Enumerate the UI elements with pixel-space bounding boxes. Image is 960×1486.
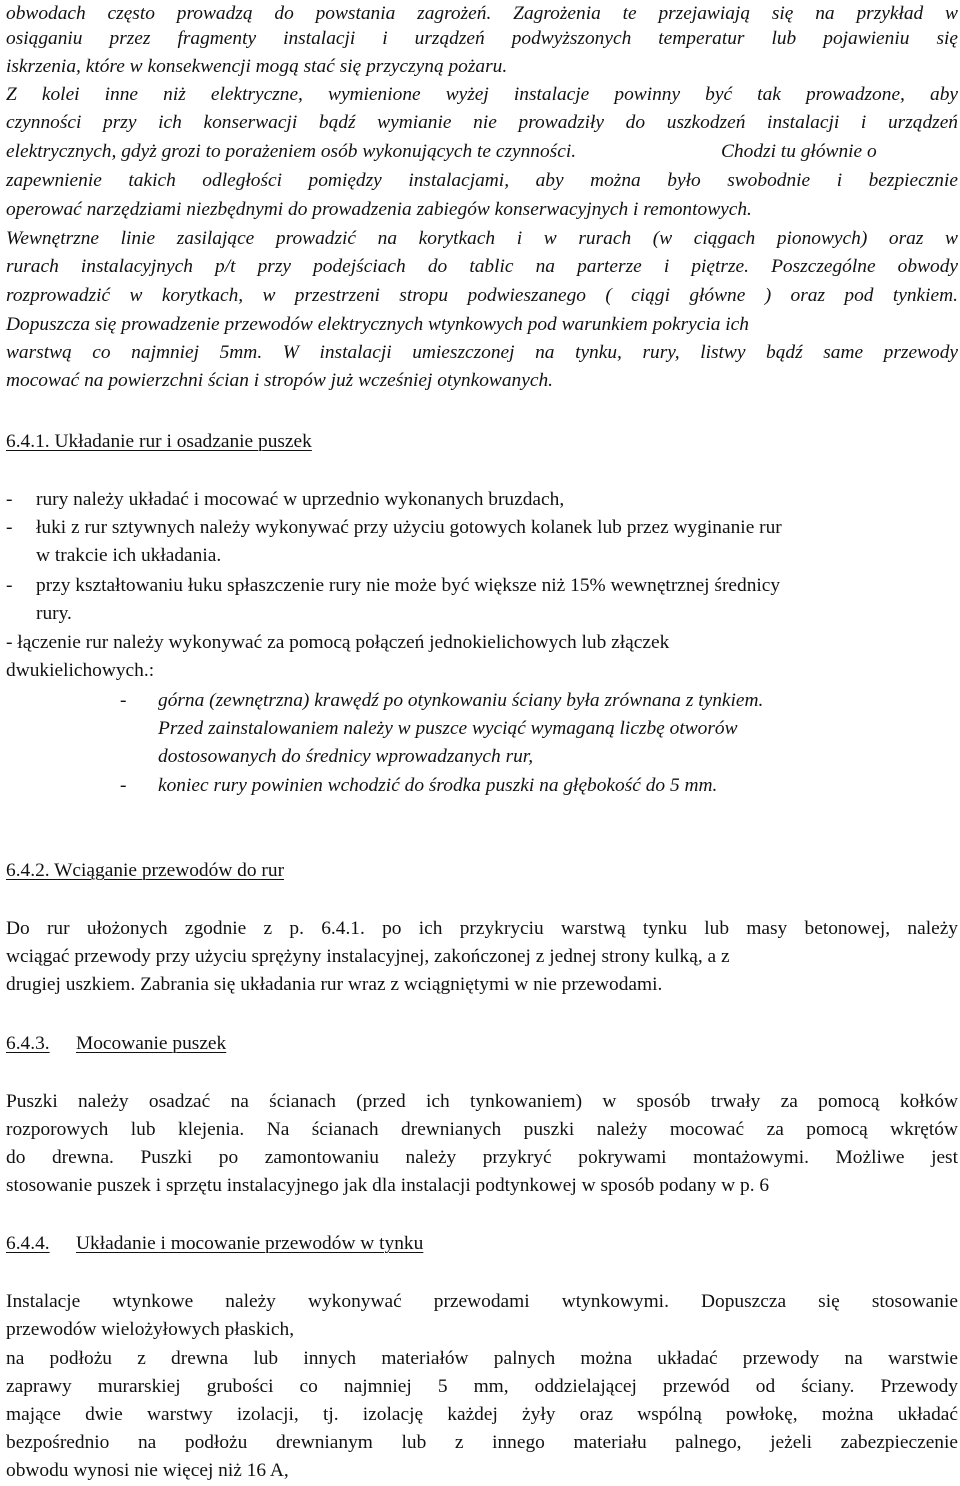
text-line: mające dwie warstwy izolacji, tj. izolację każdej żyły oraz wspólną powłokę, można układać <box>6 1404 958 1425</box>
list-item: dostosowanych do średnicy wprowadzanych rur, <box>158 746 534 767</box>
list-item: koniec rury powinien wchodzić do środka puszki na głębokość do 5 mm. <box>158 775 718 796</box>
text-line: rurach instalacyjnych p/t przy podejściach do tablic na parterze i piętrze. Poszczególne obwody <box>6 256 958 277</box>
list-dash: - <box>120 775 127 796</box>
text-line: Chodzi tu głównie o <box>721 141 877 162</box>
text-line: operować narzędziami niezbędnymi do prowadzenia zabiegów konserwacyjnych i remontowych. <box>6 199 752 220</box>
text-line: obwodu wynosi nie więcej niż 16 A, <box>6 1460 289 1481</box>
text-line: przewodów wielożyłowych płaskich, <box>6 1319 295 1340</box>
text-line: Wewnętrzne linie zasilające prowadzić na korytkach i w rurach (w ciągach pionowych) oraz w <box>6 228 958 249</box>
text-line: mocować na powierzchni ścian i stropów już wcześniej otynkowanych. <box>6 370 554 391</box>
text-line: stosowanie puszek i sprzętu instalacyjnego jak dla instalacji podtynkowej w sposób podany w p. 6 <box>6 1175 770 1196</box>
text-line: zaprawy murarskiej grubości co najmniej 5 mm, oddzielającej przewód od ściany. Przewody <box>6 1376 958 1397</box>
list-item: dwukielichowych.: <box>6 660 155 681</box>
text-line: warstwą co najmniej 5mm. W instalacji umieszczonej na tynku, rury, listwy bądź same przewody <box>6 342 958 363</box>
text-line: Do rur ułożonych zgodnie z p. 6.4.1. po ich przykryciu warstwą tynku lub masy betonowej, należy <box>6 918 958 939</box>
text-line: rozprowadzić w korytkach, w przestrzeni stropu podwieszanego ( ciągi główne ) oraz pod tynkiem. <box>6 285 958 306</box>
list-item: - łączenie rur należy wykonywać za pomocą połączeń jednokielichowych lub złączek <box>6 632 670 653</box>
text-line: iskrzenia, które w konsekwencji mogą stać się przyczyną pożaru. <box>6 56 508 77</box>
text-line: osiąganiu przez fragmenty instalacji i urządzeń podwyższonych temperatur lub pojawieniu się <box>6 28 958 49</box>
text-line: bezpośrednio na podłożu drewnianym lub z innego materiału palnego, jeżeli zabezpieczenie <box>6 1432 958 1453</box>
text-line: Puszki należy osadzać na ścianach (przed ich tynkowaniem) w sposób trwały za pomocą kołków <box>6 1091 958 1112</box>
section-heading-643-title: Mocowanie puszek <box>76 1033 227 1054</box>
list-item: górna (zewnętrzna) krawędź po otynkowaniu ściany była zrównana z tynkiem. <box>158 690 764 711</box>
list-item: rury należy układać i mocować w uprzednio wykonanych bruzdach, <box>36 489 565 510</box>
text-line: Z kolei inne niż elektryczne, wymienione wyżej instalacje powinny być tak prowadzone, aby <box>6 84 958 105</box>
list-dash: - <box>6 517 13 538</box>
text-line: Instalacje wtynkowe należy wykonywać przewodami wtynkowymi. Dopuszcza się stosowanie <box>6 1291 958 1312</box>
text-line: rozporowych lub klejenia. Na ścianach drewnianych puszki należy mocować za pomocą wkrętów <box>6 1119 958 1140</box>
section-heading-641: 6.4.1. Układanie rur i osadzanie puszek <box>6 431 312 452</box>
list-item: w trakcie ich układania. <box>36 545 222 566</box>
list-dash: - <box>6 575 13 596</box>
text-line: elektrycznych, gdyż grozi to porażeniem osób wykonujących te czynności. <box>6 141 577 162</box>
text-line: do drewna. Puszki po zamontowaniu należy przykryć pokrywami montażowymi. Możliwe jest <box>6 1147 958 1168</box>
section-heading-644-number: 6.4.4. <box>6 1233 50 1254</box>
list-dash: - <box>6 489 13 510</box>
text-line: wciągać przewody przy użyciu sprężyny instalacyjnej, zakończonej z jednej strony kulką, a z <box>6 946 730 967</box>
section-heading-644-title: Układanie i mocowanie przewodów w tynku <box>76 1233 424 1254</box>
list-item: przy kształtowaniu łuku spłaszczenie rury nie może być większe niż 15% wewnętrznej średnicy <box>36 575 781 596</box>
text-line: zapewnienie takich odległości pomiędzy instalacjami, aby można było swobodnie i bezpiecznie <box>6 170 958 191</box>
text-line: czynności przy ich konserwacji bądź wymianie nie prowadziły do uszkodzeń instalacji i urządzeń <box>6 112 958 133</box>
list-item: łuki z rur sztywnych należy wykonywać przy użyciu gotowych kolanek lub przez wyginanie rur <box>36 517 782 538</box>
section-heading-642: 6.4.2. Wciąganie przewodów do rur <box>6 860 285 881</box>
text-line: drugiej uszkiem. Zabrania się układania rur wraz z wciągniętymi w nie przewodami. <box>6 974 663 995</box>
section-heading-643-number: 6.4.3. <box>6 1033 50 1054</box>
text-line: obwodach często prowadzą do powstania zagrożeń. Zagrożenia te przejawiają się na przykład w <box>6 3 958 24</box>
list-item: rury. <box>36 603 72 624</box>
text-line: Dopuszcza się prowadzenie przewodów elektrycznych wtynkowych pod warunkiem pokrycia ich <box>6 314 749 335</box>
text-line: na podłożu z drewna lub innych materiałów palnych można układać przewody na warstwie <box>6 1348 958 1369</box>
list-item: Przed zainstalowaniem należy w puszce wyciąć wymaganą liczbę otworów <box>158 718 738 739</box>
list-dash: - <box>120 690 127 711</box>
